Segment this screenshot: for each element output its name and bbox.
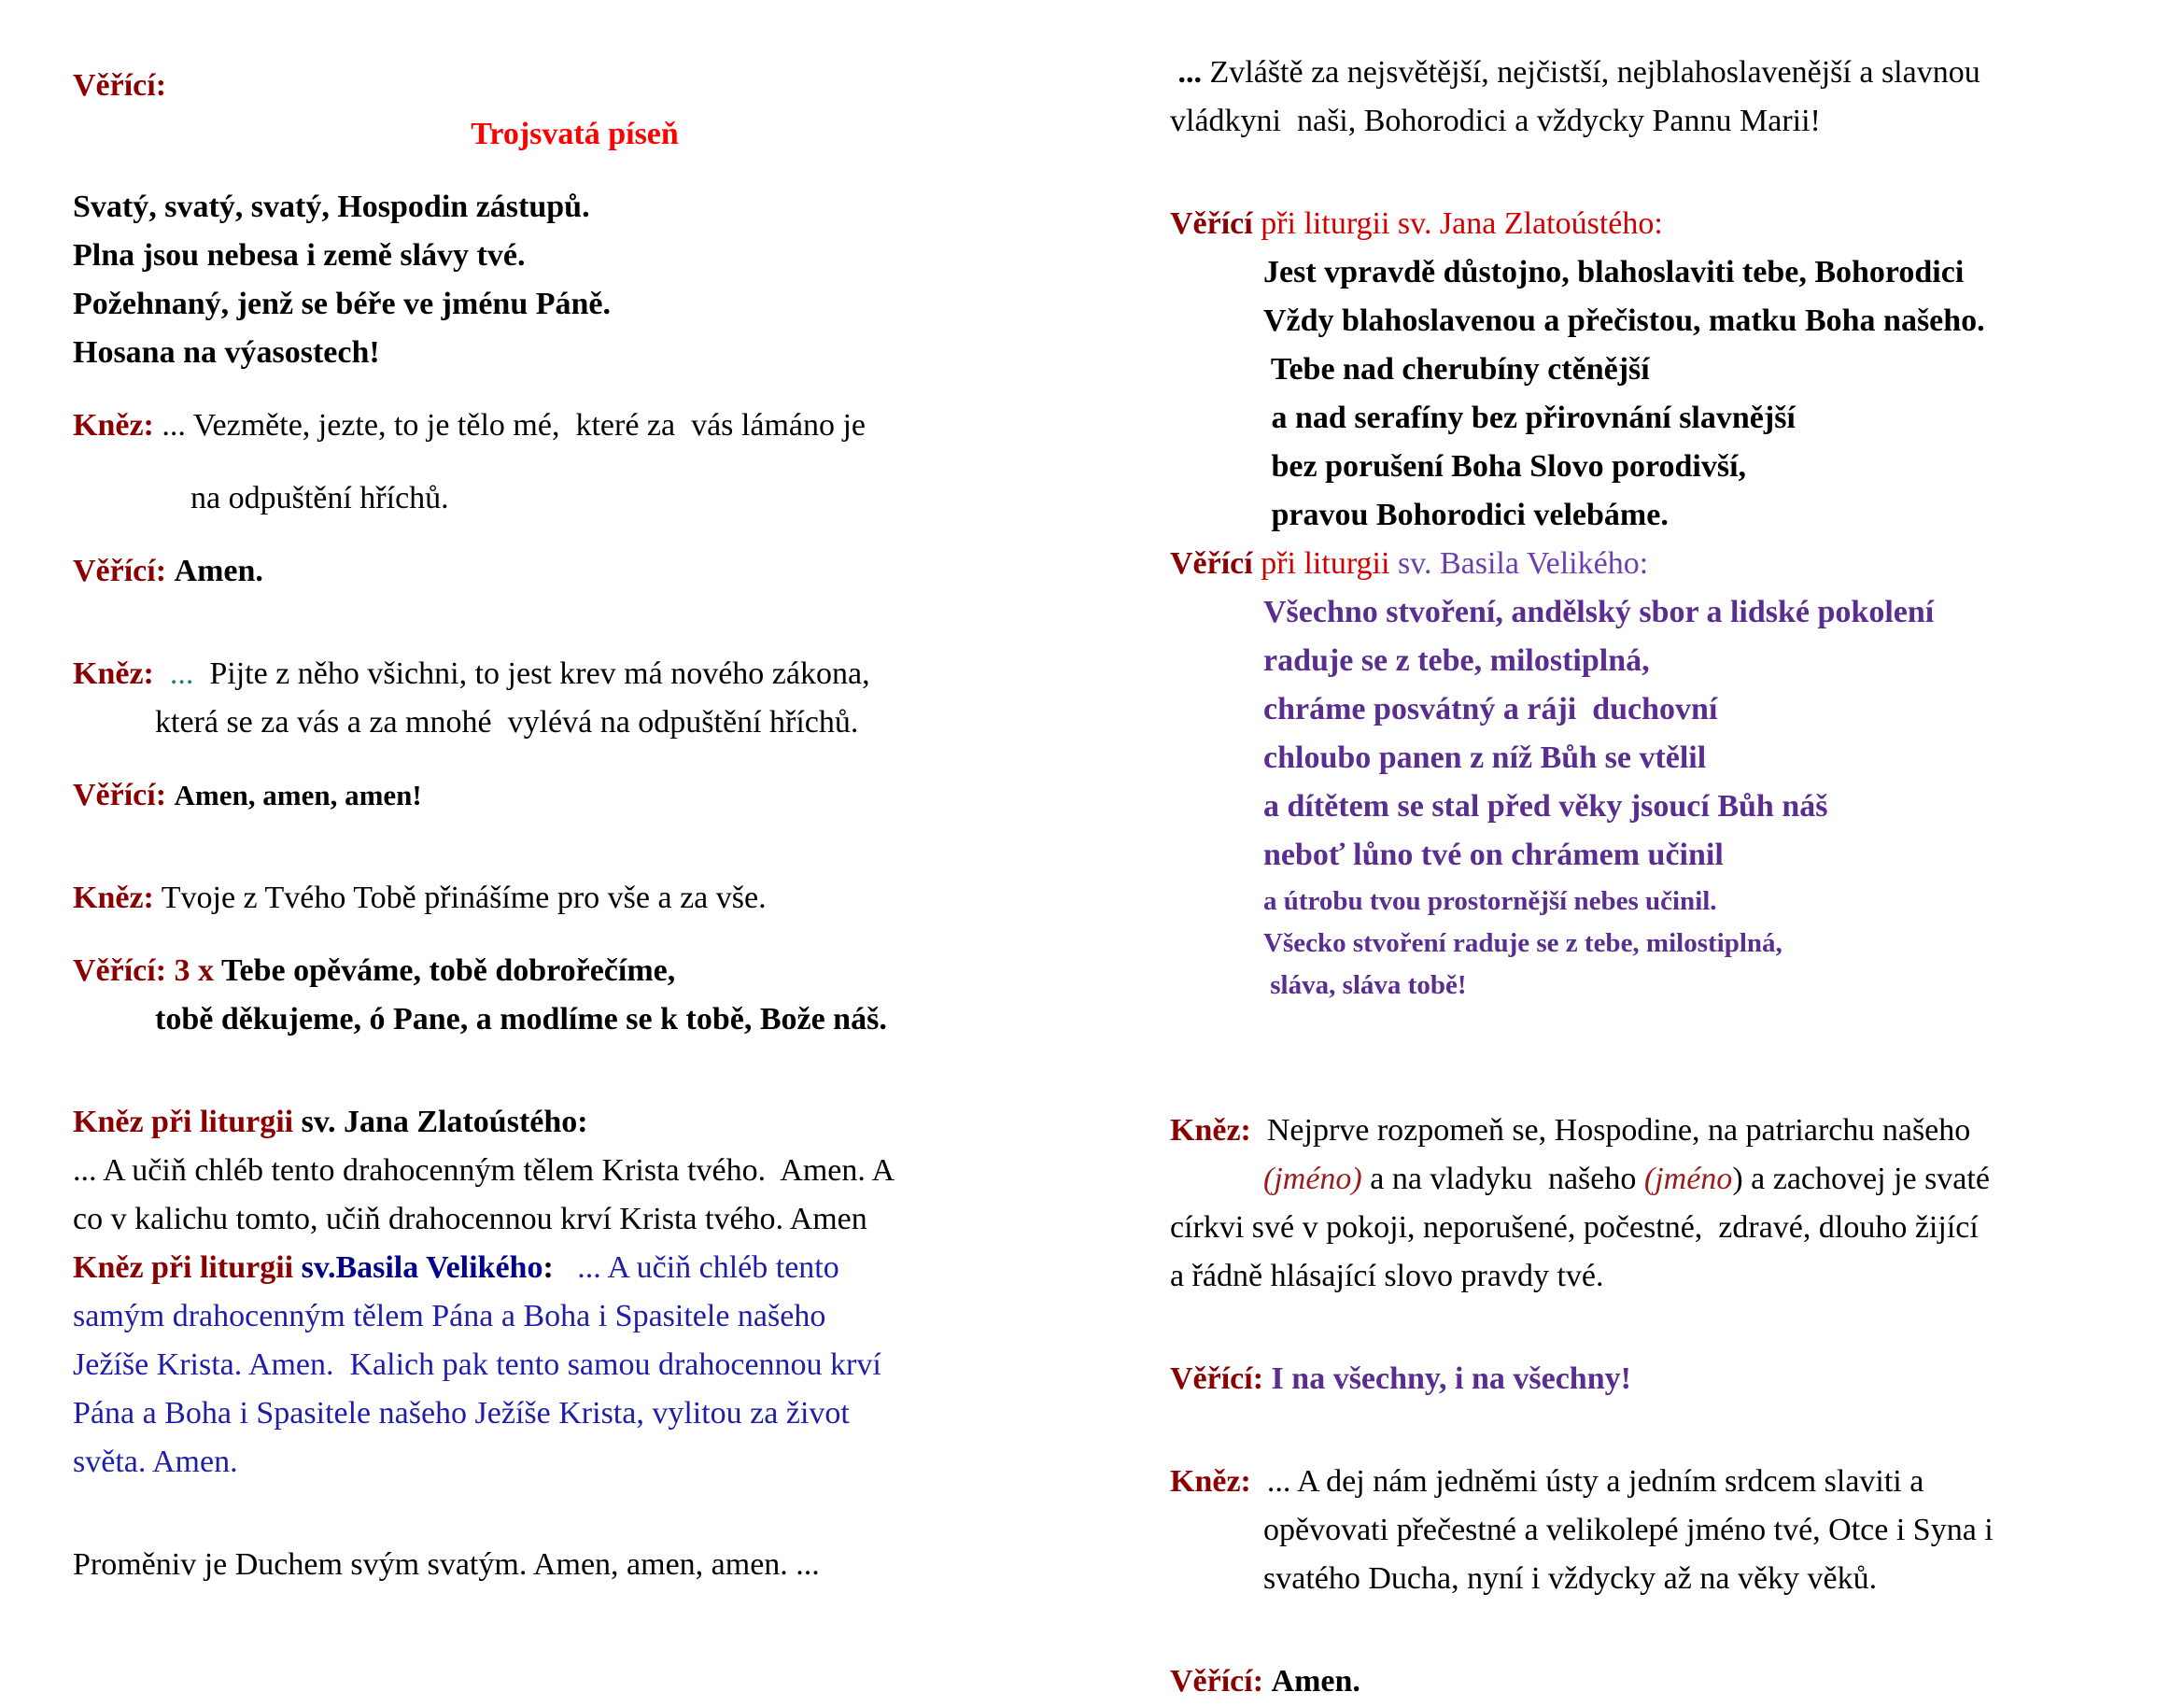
text-segment: [1263, 1664, 1272, 1699]
text-segment: světa. Amen.: [73, 1445, 238, 1479]
text-segment: ... A dej nám jedněmi ústy a jedním srdcem slaviti a: [1250, 1464, 1924, 1499]
text-segment: na odpuštění hříchů.: [190, 481, 449, 515]
text-segment: církvi své v pokoji, neporušené, počestné, zdravé, dlouho žijící: [1170, 1210, 1979, 1245]
text-segment: [154, 656, 170, 691]
text-segment: Kněz:: [73, 656, 154, 691]
text-line: [1170, 831, 2171, 880]
text-line: [1170, 783, 2171, 831]
text-line: [1170, 588, 2171, 637]
text-segment: Amen.: [1271, 1664, 1360, 1699]
text-segment: Amen, amen, amen!: [174, 779, 422, 811]
text-line: [73, 1098, 1077, 1147]
text-segment: I na všechny, i na všechny!: [1263, 1361, 1631, 1396]
text-line: [1170, 1506, 2171, 1555]
text-line: [73, 1292, 1077, 1341]
text-line: [73, 547, 1077, 596]
text-segment: tobě děkujeme, ó Pane, a modlíme se k tobě, Bože náš.: [155, 1002, 887, 1036]
text-segment: Kněz:: [1170, 1464, 1251, 1499]
text-line: [73, 183, 1077, 232]
text-segment: pravou Bohorodici velebáme.: [1263, 498, 1669, 532]
text-line: [73, 1389, 1077, 1438]
text-segment: Zvláště za nejsvětější, nejčistší, nejblahoslavenější a slavnou: [1209, 55, 1980, 90]
text-line: [1170, 1657, 2171, 1706]
text-line: [73, 402, 1077, 450]
right-column: [1170, 49, 2171, 1706]
text-segment: Všechno stvoření, andělský sbor a lidské pokolení: [1263, 595, 1935, 629]
text-line: [1170, 1355, 2171, 1403]
text-segment: ) a zachovej je svaté: [1732, 1162, 1990, 1196]
text-line: [73, 1147, 1077, 1195]
text-segment: samým drahocenným tělem Pána a Boha i Spasitele našeho: [73, 1299, 826, 1333]
text-segment: [166, 554, 175, 588]
text-segment: :: [542, 1250, 554, 1285]
text-line: [73, 650, 1077, 698]
speaker-label-verici-basil: [1170, 540, 2171, 588]
text-segment: chloubo panen z níž Bůh se vtělil: [1263, 740, 1707, 775]
text-line: [73, 1438, 1077, 1487]
text-segment: ...: [169, 656, 194, 691]
text-segment: Pijte z něho všichni, to jest krev má nového zákona,: [193, 656, 870, 691]
text-segment: [166, 778, 175, 812]
text-segment: chráme posvátný a ráji duchovní: [1263, 692, 1718, 726]
text-segment: při liturgii sv. Jana Zlatoústého:: [1252, 206, 1663, 241]
text-segment: Tvoje z Tvého Tobě přinášíme pro vše a za vše.: [153, 881, 767, 915]
text-segment: raduje se z tebe, milostiplná,: [1263, 643, 1650, 678]
text-segment: Všecko stvoření raduje se z tebe, milostiplná,: [1263, 928, 1782, 958]
text-segment: Pána a Boha i Spasitele našeho Ježíše Krista, vylitou za život: [73, 1396, 850, 1431]
text-segment: ...: [1170, 55, 1210, 90]
text-segment: Hosana na výasostech!: [73, 335, 380, 370]
text-segment: Kněz:: [1170, 1113, 1251, 1148]
hymn-title: [73, 110, 1077, 159]
text-segment: (jméno: [1643, 1162, 1733, 1196]
text-segment: sv. Jana Zlatoústého:: [301, 1105, 588, 1139]
text-segment: při liturgii: [1252, 546, 1398, 581]
text-line: [1170, 443, 2171, 491]
text-segment: která se za vás a za mnohé vylévá na odpuštění hříchů.: [155, 705, 859, 740]
text-line: [1170, 394, 2171, 443]
text-line: [1170, 922, 2171, 964]
text-line: [1170, 1458, 2171, 1506]
text-segment: ... A učiň chléb tento drahocenným tělem Krista tvého. Amen. A: [73, 1153, 895, 1188]
text-segment: (jméno): [1263, 1162, 1362, 1196]
text-line: [73, 232, 1077, 280]
text-line: [1170, 1155, 2171, 1204]
text-line: [73, 698, 1077, 747]
text-segment: a dítětem se stal před věky jsoucí Bůh náš: [1263, 789, 1828, 824]
text-segment: Věřící:: [1170, 1664, 1264, 1699]
text-segment: Jest vpravdě důstojno, blahoslaviti tebe, Bohorodici: [1263, 255, 1965, 289]
speaker-label-verici-zlatousty: [1170, 200, 2171, 248]
text-segment: sv.Basila Velikého: [301, 1250, 543, 1285]
text-segment: vládkyni naši, Bohorodici a vždycky Pannu Marii!: [1170, 104, 1821, 138]
left-column: [73, 62, 1077, 1589]
text-segment: sláva, sláva tobě!: [1263, 970, 1467, 1000]
text-segment: Věřící: [1170, 546, 1253, 581]
text-line: [1170, 248, 2171, 297]
text-line: [73, 1341, 1077, 1389]
text-line: [73, 771, 1077, 820]
text-line: [1170, 880, 2171, 922]
text-segment: co v kalichu tomto, učiň drahocennou krví Krista tvého. Amen: [73, 1202, 867, 1236]
text-segment: Věřící:: [73, 68, 167, 103]
text-segment: Plna jsou nebesa i země slávy tvé.: [73, 238, 526, 273]
text-segment: Svatý, svatý, svatý, Hospodin zástupů.: [73, 190, 590, 224]
text-segment: a na vladyku našeho: [1361, 1162, 1644, 1196]
text-segment: Věřící:: [73, 778, 167, 812]
text-line: [73, 280, 1077, 329]
text-line: [73, 329, 1077, 377]
text-line: [73, 947, 1077, 995]
text-segment: Věřící: 3 x: [73, 953, 221, 988]
text-line: [1170, 1204, 2171, 1252]
text-line: [73, 1195, 1077, 1244]
text-segment: Nejprve rozpomeň se, Hospodine, na patriarchu našeho: [1250, 1113, 1971, 1148]
text-line: [73, 1541, 1077, 1589]
speaker-label-verici: [73, 62, 1077, 110]
text-line: [1170, 1107, 2171, 1155]
text-line: [1170, 1252, 2171, 1301]
text-segment: Kněz:: [73, 881, 154, 915]
text-segment: Věřící: [1170, 206, 1253, 241]
text-line: [1170, 97, 2171, 146]
text-line: [1170, 345, 2171, 394]
text-segment: neboť lůno tvé on chrámem učinil: [1263, 838, 1724, 872]
text-line: [73, 474, 1077, 523]
text-line: [1170, 734, 2171, 783]
text-segment: Ježíše Krista. Amen. Kalich pak tento samou drahocennou krví: [73, 1347, 881, 1382]
text-segment: Požehnaný, jenž se béře ve jménu Páně.: [73, 287, 612, 321]
text-line: [1170, 297, 2171, 345]
text-line: [1170, 1555, 2171, 1603]
text-segment: Trojsvatá píseň: [471, 117, 679, 151]
text-segment: Kněz při liturgii: [73, 1105, 302, 1139]
text-segment: ... Vezměte, jezte, to je tělo mé, které za vás lámáno je: [153, 408, 867, 443]
text-line: [73, 1244, 1077, 1292]
text-segment: Věřící:: [73, 554, 167, 588]
text-segment: a řádně hlásající slovo pravdy tvé.: [1170, 1259, 1604, 1293]
text-segment: a útrobu tvou prostornější nebes učinil.: [1263, 886, 1717, 916]
text-segment: Věřící:: [1170, 1361, 1264, 1396]
text-segment: Kněz:: [73, 408, 154, 443]
text-segment: Tebe nad cherubíny ctěnější: [1263, 352, 1650, 387]
text-segment: a nad serafíny bez přirovnání slavnější: [1263, 401, 1796, 435]
text-line: [1170, 637, 2171, 685]
text-line: [1170, 491, 2171, 540]
text-segment: Proměniv je Duchem svým svatým. Amen, amen, amen. ...: [73, 1547, 820, 1582]
text-line: [1170, 685, 2171, 734]
text-segment: Vždy blahoslavenou a přečistou, matku Boha našeho.: [1263, 303, 1985, 338]
text-line: [73, 995, 1077, 1044]
text-line: [1170, 49, 2171, 97]
text-segment: Tebe opěváme, tobě dobrořečíme,: [220, 953, 676, 988]
text-segment: svatého Ducha, nyní i vždycky až na věky věků.: [1263, 1561, 1878, 1596]
text-segment: Kněz při liturgii: [73, 1250, 302, 1285]
text-segment: Amen.: [174, 554, 263, 588]
text-segment: ... A učiň chléb tento: [553, 1250, 839, 1285]
text-segment: bez porušení Boha Slovo porodivší,: [1263, 449, 1747, 484]
text-segment: opěvovati přečestné a velikolepé jméno tvé, Otce i Syna i: [1263, 1513, 1994, 1547]
text-line: [1170, 964, 2171, 1006]
text-segment: sv. Basila Velikého:: [1397, 546, 1649, 581]
text-line: [73, 874, 1077, 923]
